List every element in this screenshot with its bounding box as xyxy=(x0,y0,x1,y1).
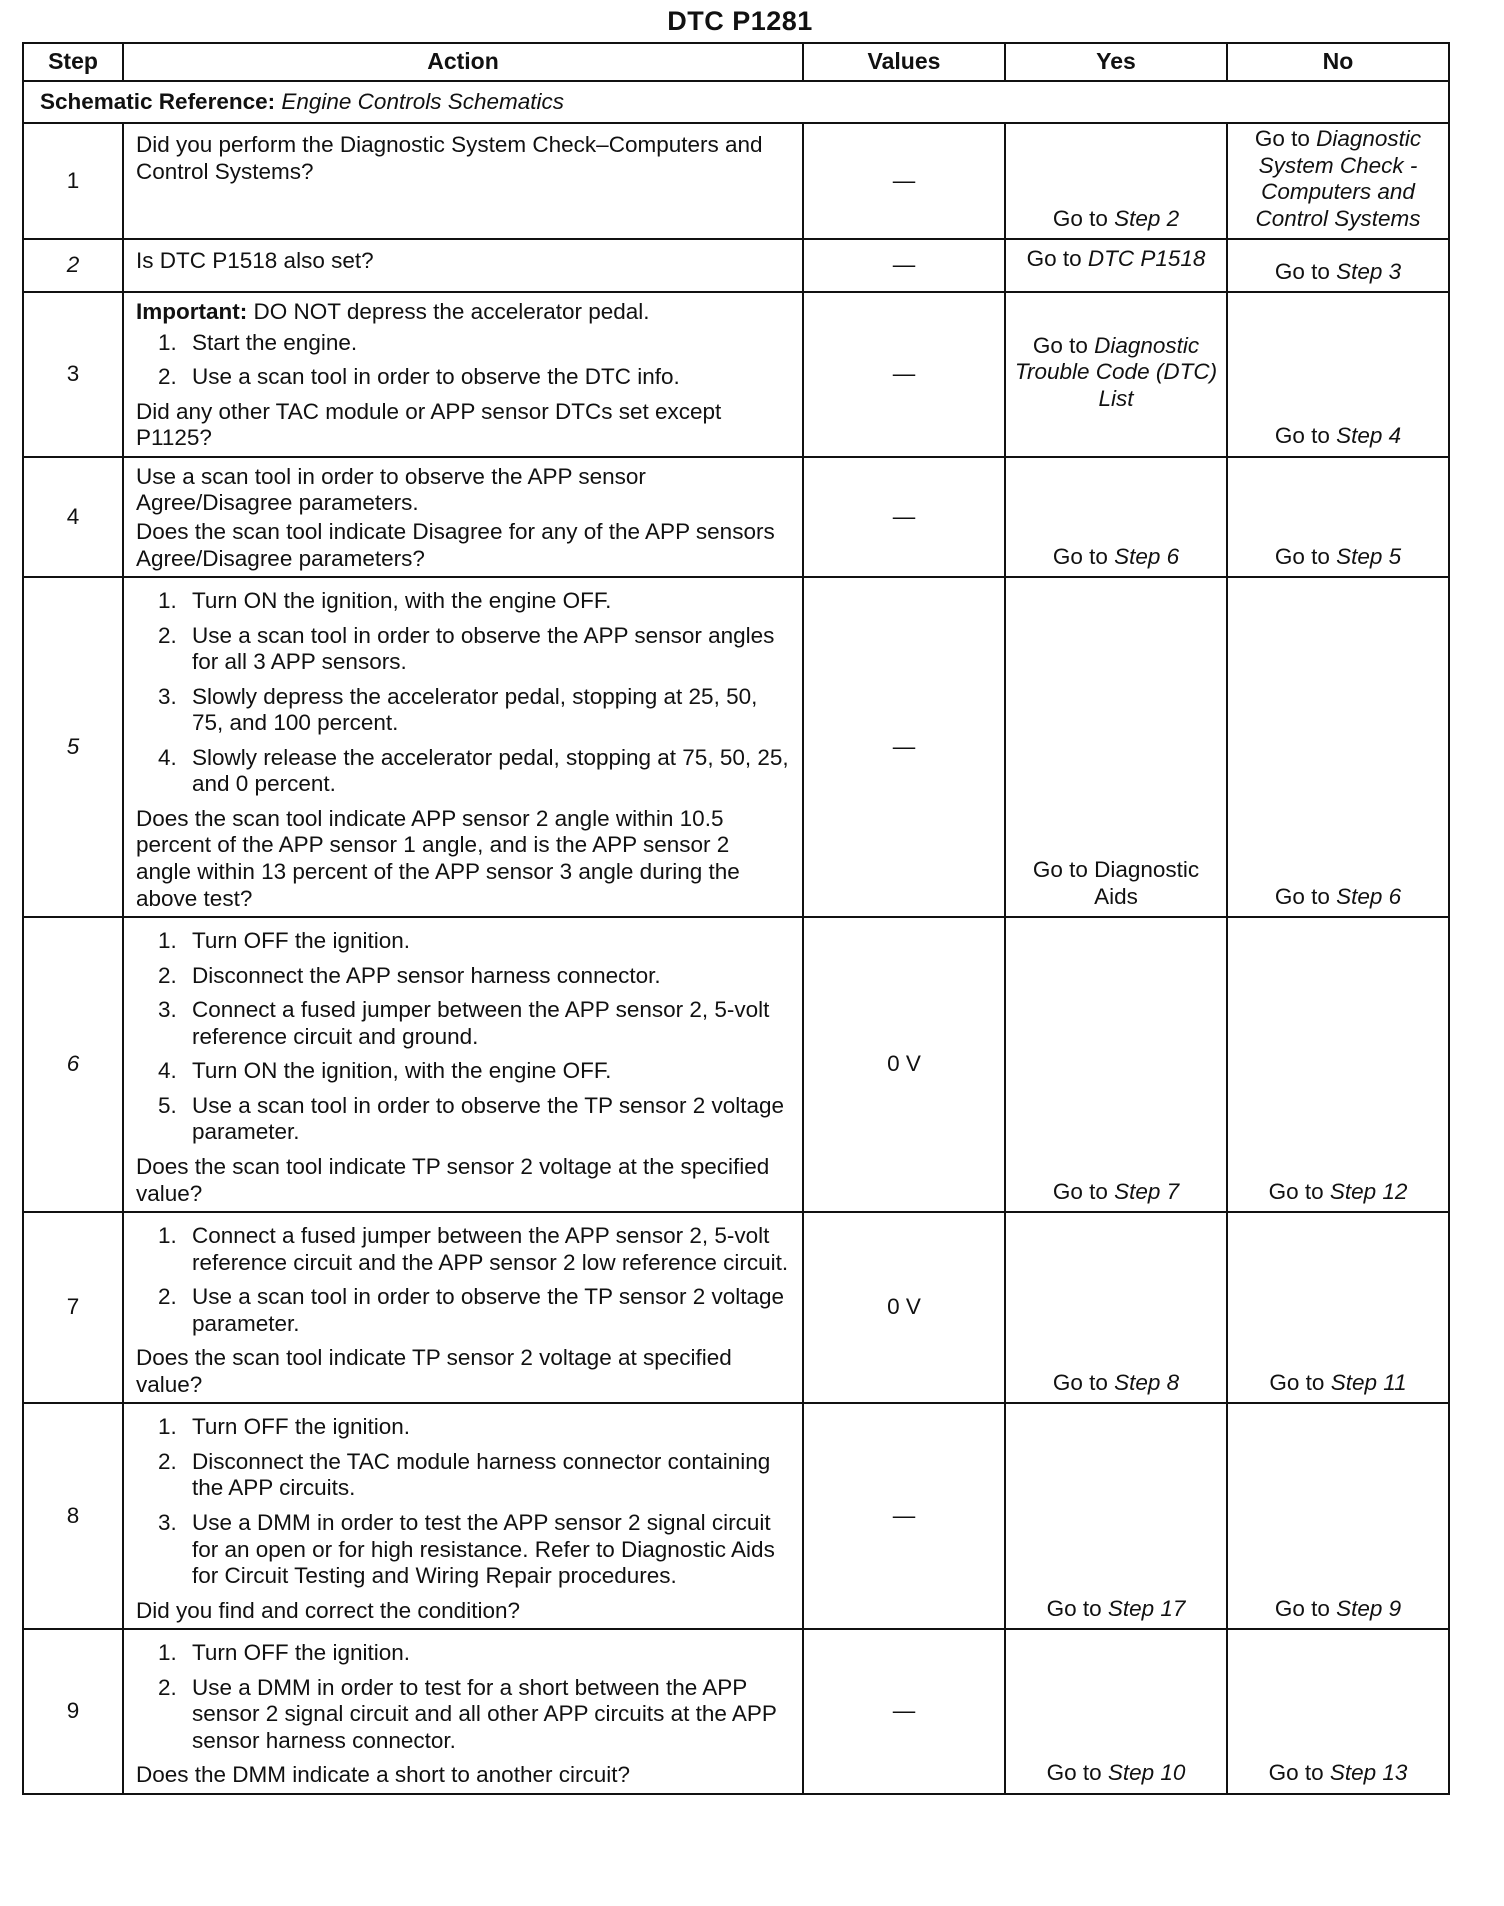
action-step-text: Turn OFF the ignition. xyxy=(192,928,411,954)
action-step-number: 1. xyxy=(158,588,177,614)
table-row xyxy=(23,1403,1449,1629)
yes-cell xyxy=(1005,1403,1227,1629)
action-step-item xyxy=(136,684,790,737)
action-step-text: Use a scan tool in order to observe the APP sensor angles for all 3 APP sensors. xyxy=(192,622,775,675)
yes-prefix: Go to xyxy=(1032,857,1088,883)
page-title: DTC P1281 xyxy=(667,6,813,36)
header-row xyxy=(23,43,1449,81)
yes-cell xyxy=(1005,1212,1227,1403)
header-action: Action xyxy=(123,43,803,81)
step-number: 6 xyxy=(23,917,123,1212)
no-reference: Step 12 xyxy=(1329,1178,1408,1204)
action-step-item xyxy=(136,588,790,615)
action-step-item xyxy=(136,623,790,676)
action-step-number: 4. xyxy=(158,744,177,770)
schematic-value: Engine Controls Schematics xyxy=(281,88,565,114)
action-step-item xyxy=(136,1640,790,1667)
action-cell xyxy=(123,123,803,239)
no-prefix: Go to xyxy=(1274,423,1330,449)
action-step-number: 2. xyxy=(158,622,177,648)
action-question: Does the scan tool indicate APP sensor 2 angle within 10.5 percent of the APP sensor 1 angle, and is the APP sensor 2 angle within 13 percent of the APP sensor 3 angle during the above test? xyxy=(136,805,740,911)
action-cell xyxy=(123,577,803,917)
table-row xyxy=(23,292,1449,457)
action-question: Did any other TAC module or APP sensor DTCs set except P1125? xyxy=(136,398,722,451)
yes-cell xyxy=(1005,577,1227,917)
action-cell xyxy=(123,1403,803,1629)
yes-prefix: Go to xyxy=(1052,1369,1108,1395)
action-steps-list xyxy=(136,1414,790,1589)
no-prefix: Go to xyxy=(1274,258,1330,284)
action-question: Does the DMM indicate a short to another circuit? xyxy=(136,1762,630,1788)
action-lead xyxy=(136,299,790,326)
value-cell: — xyxy=(803,1629,1005,1794)
value-cell: — xyxy=(803,239,1005,292)
no-cell xyxy=(1227,239,1449,292)
step-number: 7 xyxy=(23,1212,123,1403)
action-step-number: 1. xyxy=(158,1640,177,1666)
yes-reference: Diagnostic Trouble Code (DTC) List xyxy=(1014,332,1218,411)
action-lead xyxy=(136,464,790,517)
no-prefix: Go to xyxy=(1274,883,1330,909)
action-step-number: 1. xyxy=(158,1414,177,1440)
no-cell xyxy=(1227,1403,1449,1629)
yes-cell xyxy=(1005,292,1227,457)
table-row xyxy=(23,1629,1449,1794)
yes-prefix: Go to xyxy=(1052,205,1108,231)
no-prefix: Go to xyxy=(1254,126,1310,151)
action-step-text: Slowly release the accelerator pedal, stopping at 75, 50, 25, and 0 percent. xyxy=(192,744,789,797)
schematic-row xyxy=(23,81,1449,123)
action-step-text: Use a scan tool in order to observe the TP sensor 2 voltage parameter. xyxy=(192,1284,785,1336)
action-steps-list xyxy=(136,1640,790,1754)
action-step-text: Use a scan tool in order to observe the TP sensor 2 voltage parameter. xyxy=(192,1092,785,1145)
action-step-item xyxy=(136,1449,790,1502)
action-step-item xyxy=(136,330,790,357)
value-cell: — xyxy=(803,1403,1005,1629)
action-step-text: Turn ON the ignition, with the engine OFF. xyxy=(192,588,612,614)
action-step-number: 1. xyxy=(158,928,177,954)
action-step-number: 2. xyxy=(158,1448,177,1474)
action-question: Does the scan tool indicate TP sensor 2 voltage at the specified value? xyxy=(136,1153,770,1206)
action-steps-list xyxy=(136,330,790,391)
value-cell: — xyxy=(803,292,1005,457)
action-step-item xyxy=(136,1284,790,1337)
action-cell xyxy=(123,1629,803,1794)
action-question: Is DTC P1518 also set? xyxy=(136,248,374,274)
value-cell: — xyxy=(803,577,1005,917)
schematic-reference xyxy=(23,81,1449,123)
yes-reference: DTC P1518 xyxy=(1087,246,1206,272)
header-no: No xyxy=(1227,43,1449,81)
value-cell: 0 V xyxy=(803,917,1005,1212)
action-lead-text: DO NOT depress the accelerator pedal. xyxy=(253,299,650,325)
no-cell xyxy=(1227,1212,1449,1403)
action-question: Does the scan tool indicate Disagree for any of the APP sensors Agree/Disagree parameters? xyxy=(136,519,775,571)
no-reference: Diagnostic System Check - Computers and Control Systems xyxy=(1255,126,1422,231)
yes-cell xyxy=(1005,239,1227,292)
yes-cell xyxy=(1005,1629,1227,1794)
action-step-number: 1. xyxy=(158,1223,177,1249)
action-step-number: 2. xyxy=(158,962,177,988)
action-steps-list xyxy=(136,928,790,1146)
yes-reference: Step 17 xyxy=(1107,1595,1186,1621)
yes-cell xyxy=(1005,457,1227,577)
action-cell xyxy=(123,239,803,292)
value-cell: — xyxy=(803,457,1005,577)
action-step-number: 2. xyxy=(158,1674,177,1700)
no-cell xyxy=(1227,292,1449,457)
header-yes: Yes xyxy=(1005,43,1227,81)
value-cell: 0 V xyxy=(803,1212,1005,1403)
table-row xyxy=(23,123,1449,239)
action-step-item xyxy=(136,963,790,990)
step-number: 2 xyxy=(23,239,123,292)
yes-prefix: Go to xyxy=(1052,543,1108,569)
no-reference: Step 5 xyxy=(1336,543,1402,569)
action-step-number: 2. xyxy=(158,364,177,390)
table-row xyxy=(23,917,1449,1212)
action-step-number: 4. xyxy=(158,1058,177,1084)
action-step-number: 2. xyxy=(158,1284,177,1310)
table-row xyxy=(23,457,1449,577)
action-question: Does the scan tool indicate TP sensor 2 voltage at specified value? xyxy=(136,1345,732,1397)
yes-reference: Step 10 xyxy=(1107,1760,1186,1786)
no-reference: Step 9 xyxy=(1336,1595,1402,1621)
action-step-text: Turn OFF the ignition. xyxy=(192,1414,411,1440)
table-row xyxy=(23,577,1449,917)
no-reference: Step 4 xyxy=(1336,423,1402,449)
no-reference: Step 3 xyxy=(1336,258,1402,284)
table-row xyxy=(23,239,1449,292)
no-prefix: Go to xyxy=(1274,543,1330,569)
action-step-text: Start the engine. xyxy=(192,329,358,355)
action-step-item xyxy=(136,928,790,955)
important-label: Important: xyxy=(136,299,248,325)
action-step-number: 1. xyxy=(158,329,177,355)
diagnostic-table xyxy=(22,42,1450,1795)
no-prefix: Go to xyxy=(1268,1178,1324,1204)
action-step-number: 5. xyxy=(158,1092,177,1118)
action-step-text: Connect a fused jumper between the APP sensor 2, 5-volt reference circuit and ground. xyxy=(192,997,770,1049)
action-step-text: Slowly depress the accelerator pedal, stopping at 25, 50, 75, and 100 percent. xyxy=(192,683,758,736)
step-number: 5 xyxy=(23,577,123,917)
no-cell xyxy=(1227,123,1449,239)
action-step-item xyxy=(136,1510,790,1590)
action-step-item xyxy=(136,364,790,391)
step-number: 9 xyxy=(23,1629,123,1794)
no-cell xyxy=(1227,917,1449,1212)
action-step-item xyxy=(136,1058,790,1085)
step-number: 8 xyxy=(23,1403,123,1629)
yes-cell xyxy=(1005,917,1227,1212)
action-step-text: Connect a fused jumper between the APP sensor 2, 5-volt reference circuit and the APP sensor 2 low reference circuit. xyxy=(192,1223,789,1275)
yes-prefix: Go to xyxy=(1026,246,1082,272)
action-steps-list xyxy=(136,588,790,798)
yes-reference: Step 8 xyxy=(1114,1369,1180,1395)
action-step-number: 3. xyxy=(158,1509,177,1535)
action-question: Did you perform the Diagnostic System Check–Computers and Control Systems? xyxy=(136,132,763,184)
action-step-text: Disconnect the TAC module harness connector containing the APP circuits. xyxy=(192,1448,771,1501)
no-reference: Step 13 xyxy=(1329,1760,1408,1786)
no-reference: Step 6 xyxy=(1336,883,1402,909)
yes-cell xyxy=(1005,123,1227,239)
value-cell: — xyxy=(803,123,1005,239)
yes-reference: Step 7 xyxy=(1114,1178,1180,1204)
action-step-number: 3. xyxy=(158,997,177,1023)
action-step-item xyxy=(136,1675,790,1755)
no-prefix: Go to xyxy=(1268,1760,1324,1786)
action-question: Did you find and correct the condition? xyxy=(136,1597,520,1623)
action-cell xyxy=(123,292,803,457)
action-cell xyxy=(123,457,803,577)
action-steps-list xyxy=(136,1223,790,1337)
action-step-text: Use a DMM in order to test for a short between the APP sensor 2 signal circuit and all other APP circuits at the APP sensor harness connector. xyxy=(192,1674,777,1753)
step-number: 3 xyxy=(23,292,123,457)
table-row xyxy=(23,1212,1449,1403)
yes-prefix: Go to xyxy=(1032,332,1088,358)
action-step-item xyxy=(136,1414,790,1441)
yes-prefix: Go to xyxy=(1046,1595,1102,1621)
no-prefix: Go to xyxy=(1274,1595,1330,1621)
yes-reference: Diagnostic Aids xyxy=(1094,857,1200,909)
no-cell xyxy=(1227,577,1449,917)
no-reference: Step 11 xyxy=(1330,1369,1407,1395)
action-cell xyxy=(123,917,803,1212)
header-step: Step xyxy=(23,43,123,81)
yes-prefix: Go to xyxy=(1052,1178,1108,1204)
no-cell xyxy=(1227,457,1449,577)
action-step-item xyxy=(136,1093,790,1146)
action-lead-text: Use a scan tool in order to observe the APP sensor Agree/Disagree parameters. xyxy=(136,463,646,516)
step-number: 4 xyxy=(23,457,123,577)
action-step-item xyxy=(136,1223,790,1276)
step-number: 1 xyxy=(23,123,123,239)
yes-reference: Step 6 xyxy=(1114,543,1180,569)
header-values: Values xyxy=(803,43,1005,81)
action-step-item xyxy=(136,997,790,1050)
action-step-text: Turn OFF the ignition. xyxy=(192,1640,411,1666)
action-step-number: 3. xyxy=(158,683,177,709)
action-step-text: Turn ON the ignition, with the engine OFF. xyxy=(192,1058,612,1084)
action-step-text: Disconnect the APP sensor harness connector. xyxy=(192,962,661,988)
yes-reference: Step 2 xyxy=(1114,205,1180,231)
schematic-label: Schematic Reference: xyxy=(40,88,276,114)
action-cell xyxy=(123,1212,803,1403)
action-step-text: Use a scan tool in order to observe the DTC info. xyxy=(192,364,680,390)
no-prefix: Go to xyxy=(1269,1369,1325,1395)
action-step-text: Use a DMM in order to test the APP sensor 2 signal circuit for an open or for high resistance. Refer to Diagnostic Aids for Circuit Testing and Wiring Repair procedures. xyxy=(192,1509,775,1589)
no-cell xyxy=(1227,1629,1449,1794)
action-step-item xyxy=(136,745,790,798)
yes-prefix: Go to xyxy=(1046,1760,1102,1786)
